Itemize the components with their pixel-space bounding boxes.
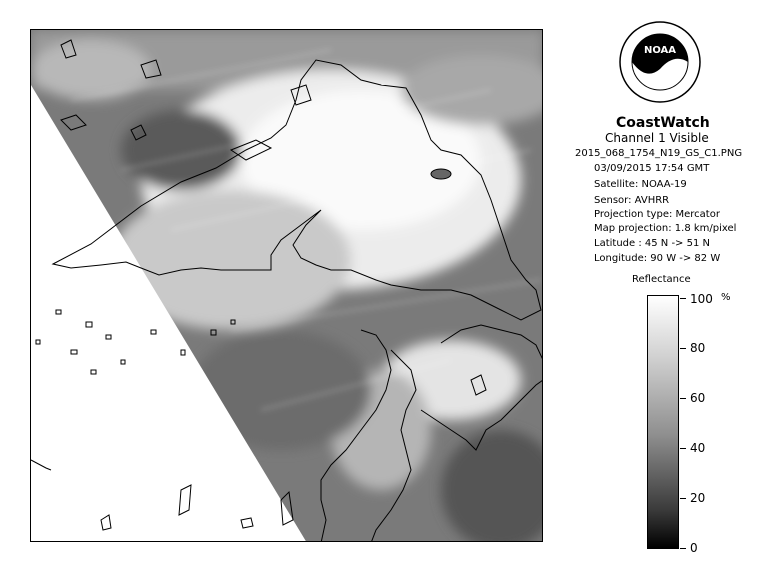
tick-mark (680, 348, 686, 349)
reflectance-colorbar (647, 295, 679, 549)
satellite-map (30, 29, 543, 542)
map-projection: Map projection: 1.8 km/pixel (594, 223, 737, 234)
tick-label-60: 60 (690, 391, 706, 405)
tick-mark (680, 448, 686, 449)
legend-unit: % (721, 292, 731, 303)
svg-text:NOAA: NOAA (643, 45, 677, 56)
tick-label-0: 0 (690, 541, 698, 555)
latitude-range: Latitude : 45 N -> 51 N (594, 238, 710, 249)
projection-type: Projection type: Mercator (594, 209, 720, 220)
tick-mark (680, 398, 686, 399)
longitude-range: Longitude: 90 W -> 82 W (594, 253, 721, 264)
legend-title: Reflectance (632, 274, 691, 285)
filename: 2015_068_1754_N19_GS_C1.PNG (575, 148, 743, 159)
tick-label-20: 20 (690, 491, 706, 505)
tick-label-40: 40 (690, 441, 706, 455)
date-time: 03/09/2015 17:54 GMT (594, 163, 710, 174)
tick-mark (680, 298, 686, 299)
tick-label-100: 100 (690, 292, 713, 306)
satellite: Satellite: NOAA-19 (594, 179, 687, 190)
channel-label: Channel 1 Visible (605, 131, 709, 145)
tick-label-80: 80 (690, 341, 706, 355)
tick-mark (680, 548, 686, 549)
sensor: Sensor: AVHRR (594, 195, 670, 206)
app-title: CoastWatch (616, 115, 710, 131)
map-image (31, 30, 543, 542)
tick-mark (680, 498, 686, 499)
noaa-logo (619, 21, 701, 103)
